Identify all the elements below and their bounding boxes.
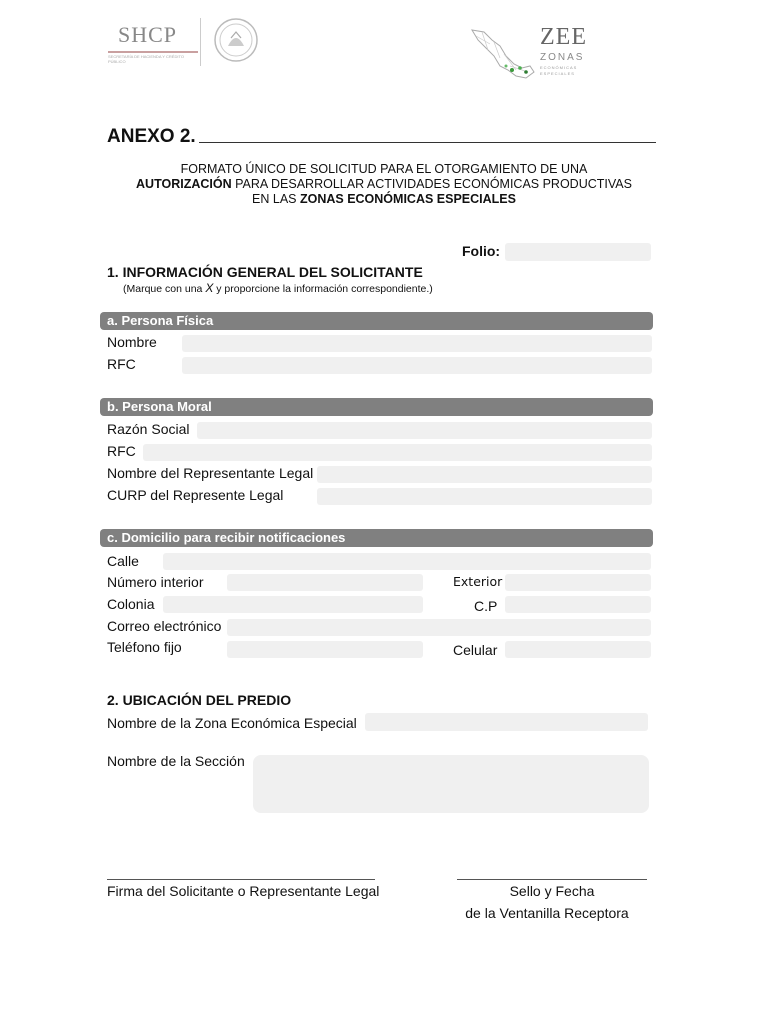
section2-heading: 2. UBICACIÓN DEL PREDIO xyxy=(107,692,292,708)
dom-calle-label: Calle xyxy=(107,553,139,569)
pf-nombre-field[interactable] xyxy=(182,335,652,352)
shcp-logo xyxy=(108,22,200,68)
mexico-map-icon xyxy=(470,26,536,82)
form-title-line1: FORMATO ÚNICO DE SOLICITUD PARA EL OTORGAMIENTO DE UNA xyxy=(180,162,588,176)
section1-note-x: X xyxy=(205,281,214,295)
pf-rfc-field[interactable] xyxy=(182,357,652,374)
national-seal-icon xyxy=(213,16,259,64)
zona-label: Nombre de la Zona Económica Especial xyxy=(107,715,357,731)
form-title-line2-rest: PARA DESARROLLAR ACTIVIDADES ECONÓMICAS PRODUCTIVAS xyxy=(231,177,632,191)
pm-representante-label: Nombre del Representante Legal xyxy=(107,465,314,481)
solicitante-signature-line xyxy=(107,879,375,880)
dom-cp-label: C.P xyxy=(474,598,498,614)
persona-moral-bar: b. Persona Moral xyxy=(100,398,653,416)
dom-celular-field[interactable] xyxy=(505,641,651,658)
ventanilla-signature-line xyxy=(457,879,647,880)
section1-note xyxy=(123,281,433,295)
zee-logo-sub2: ECONÓMICAS ESPECIALES xyxy=(540,65,578,76)
annex-title-underline xyxy=(199,142,656,143)
dom-colonia-label: Colonia xyxy=(107,596,155,612)
zee-logo-sub1: ZONAS xyxy=(540,52,585,63)
section1-note-prefix: (Marque con una xyxy=(123,283,206,295)
section1-note-suffix: y proporcione la información correspondiente.) xyxy=(213,283,433,295)
dom-numero-interior-label: Número interior xyxy=(107,574,204,590)
logo-divider xyxy=(200,18,201,66)
seccion-field[interactable] xyxy=(253,755,649,813)
ventanilla-signature-label-line1: Sello y Fecha xyxy=(509,883,595,899)
seccion-label: Nombre de la Sección xyxy=(107,753,245,769)
form-title-line3-prefix: EN LAS xyxy=(252,192,300,206)
pm-rfc-field[interactable] xyxy=(143,444,652,461)
shcp-logo-bar xyxy=(108,51,198,53)
form-title-zonas: ZONAS ECONÓMICAS ESPECIALES xyxy=(299,192,516,206)
shcp-logo-text: SHCP xyxy=(118,22,178,47)
pm-razon-social-label: Razón Social xyxy=(107,421,190,437)
section1-heading: 1. INFORMACIÓN GENERAL DEL SOLICITANTE xyxy=(107,264,423,280)
dom-exterior-field[interactable] xyxy=(505,574,651,591)
pm-representante-field[interactable] xyxy=(317,466,652,483)
pm-razon-social-field[interactable] xyxy=(197,422,652,439)
form-title-line2 xyxy=(100,177,668,192)
dom-correo-field[interactable] xyxy=(227,619,651,636)
zee-logo-title: ZEE xyxy=(540,24,587,50)
annex-title: ANEXO 2. xyxy=(107,126,196,147)
zee-logo xyxy=(470,22,590,82)
folio-label: Folio: xyxy=(462,243,501,259)
pm-rfc-label: RFC xyxy=(107,443,136,459)
form-title-line3 xyxy=(100,192,668,207)
pf-nombre-label: Nombre xyxy=(107,334,157,350)
folio-field[interactable] xyxy=(505,243,651,261)
pm-curp-field[interactable] xyxy=(317,488,652,505)
dom-correo-label: Correo electrónico xyxy=(107,618,222,634)
pf-rfc-label: RFC xyxy=(107,356,136,372)
dom-cp-field[interactable] xyxy=(505,596,651,613)
dom-calle-field[interactable] xyxy=(163,553,651,570)
dom-numero-interior-field[interactable] xyxy=(227,574,423,591)
shcp-logo-subtext: SECRETARÍA DE HACIENDA Y CRÉDITO PÚBLICO xyxy=(108,54,184,64)
dom-telefono-field[interactable] xyxy=(227,641,423,658)
pm-curp-label: CURP del Represente Legal xyxy=(107,487,284,503)
solicitante-signature-label: Firma del Solicitante o Representante Legal xyxy=(107,883,380,899)
zona-field[interactable] xyxy=(365,713,648,731)
form-title xyxy=(100,162,668,207)
form-title-autorizacion: AUTORIZACIÓN xyxy=(136,177,232,191)
ventanilla-signature-label-line2: de la Ventanilla Receptora xyxy=(465,905,629,921)
domicilio-bar: c. Domicilio para recibir notificaciones xyxy=(100,529,653,547)
dom-celular-label: Celular xyxy=(453,642,498,658)
dom-exterior-label: Exterior xyxy=(453,574,503,589)
persona-fisica-bar: a. Persona Física xyxy=(100,312,653,330)
dom-telefono-label: Teléfono fijo xyxy=(107,639,182,655)
dom-colonia-field[interactable] xyxy=(163,596,423,613)
